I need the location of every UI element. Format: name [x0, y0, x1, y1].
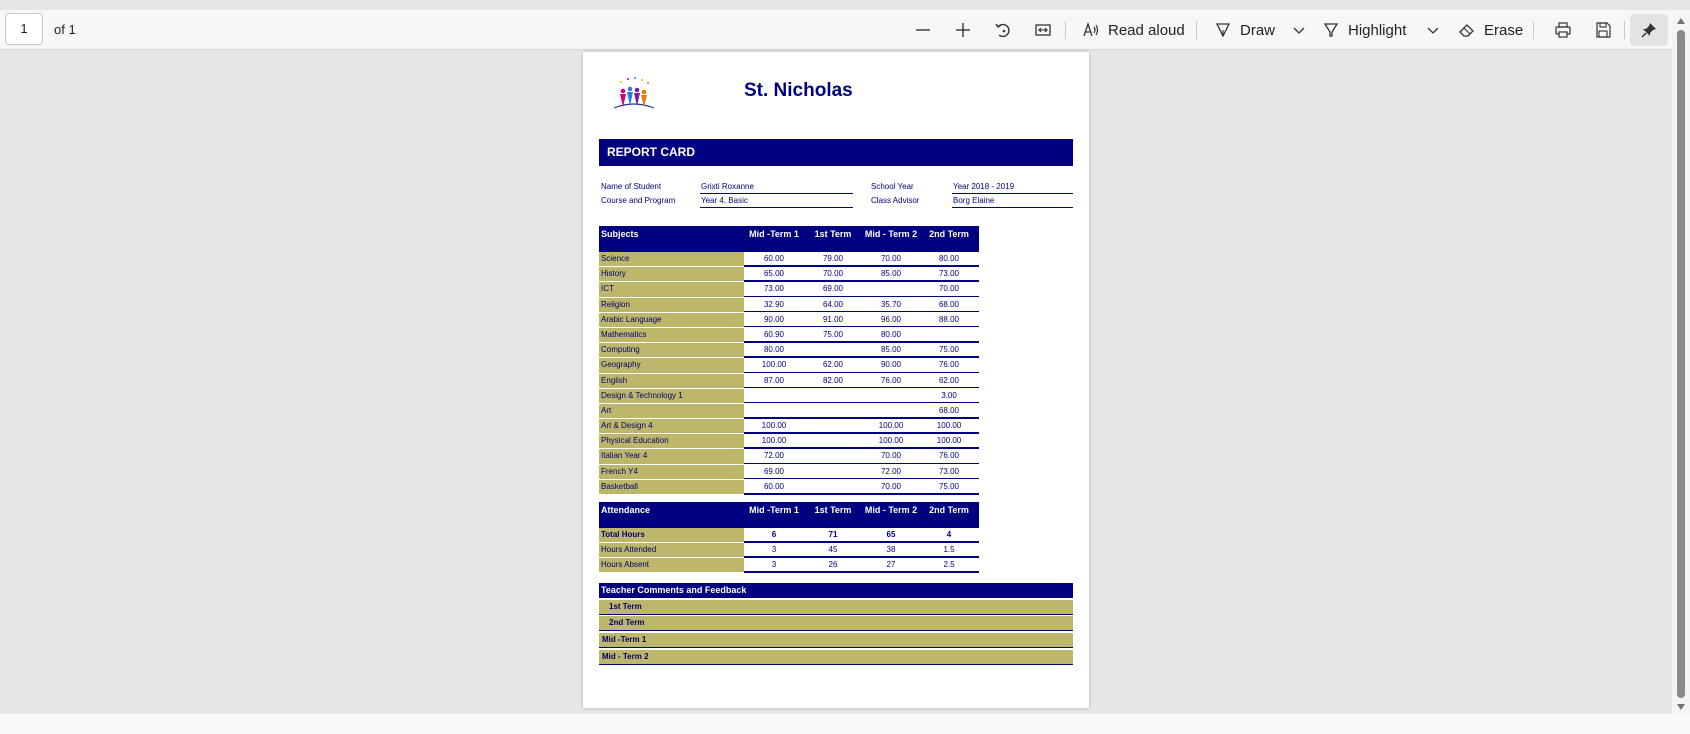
name-value: Grixti Roxanne	[701, 182, 754, 191]
fit-page-icon	[1034, 21, 1052, 39]
table-row	[599, 480, 979, 495]
read-aloud-label: Read aloud	[1108, 21, 1185, 39]
subject-rows	[599, 252, 979, 495]
table-cell: 70.00	[822, 269, 844, 279]
page-total-label: of 1	[54, 22, 76, 37]
chevron-down-icon	[1426, 23, 1440, 37]
table-row	[599, 282, 979, 297]
toolbar-separator	[1196, 21, 1197, 39]
table-cell: 76.00	[880, 375, 902, 385]
row-label: Hours Attended	[599, 543, 744, 557]
erase-button[interactable]	[1452, 14, 1529, 46]
table-row	[599, 558, 979, 573]
second-term-header: 2nd Term	[929, 505, 969, 515]
table-cell: 6	[771, 530, 777, 539]
table-cell: 100.00	[936, 436, 962, 446]
comment-row: 1st Term	[599, 600, 1073, 615]
save-icon	[1594, 21, 1612, 39]
table-row	[599, 374, 979, 389]
table-cell: 3	[771, 560, 777, 569]
row-label: History	[599, 267, 744, 281]
table-cell: 65	[886, 530, 896, 539]
comment-rows	[599, 600, 1073, 665]
row-label: Total Hours	[599, 528, 744, 542]
table-cell: 68.00	[938, 405, 960, 415]
table-cell: 26	[828, 560, 838, 569]
table-cell: 100.00	[878, 436, 904, 446]
table-cell: 100.00	[761, 436, 787, 446]
toolbar-separator	[1624, 21, 1625, 39]
advisor-value: Borg Elaine	[953, 196, 995, 205]
table-cell: 60.00	[763, 481, 785, 491]
mid-term-1-header: Mid -Term 1	[749, 505, 799, 515]
print-button[interactable]	[1548, 14, 1578, 46]
table-cell: 3	[771, 545, 777, 554]
draw-options-button[interactable]	[1286, 14, 1312, 46]
comment-row: 2nd Term	[599, 616, 1073, 631]
scroll-up-arrow[interactable]	[1677, 18, 1685, 24]
row-divider	[744, 571, 979, 573]
row-label: Computing	[599, 343, 744, 357]
attendance-header: Attendance	[601, 505, 651, 515]
advisor-underline	[952, 207, 1073, 208]
table-cell: 80.00	[938, 254, 960, 263]
table-cell: 69.00	[763, 466, 785, 476]
first-term-header: 1st Term	[814, 505, 852, 515]
table-row	[599, 343, 979, 358]
status-band	[0, 714, 1690, 734]
table-cell: 1.5	[943, 545, 955, 554]
table-cell: 75.00	[938, 481, 960, 491]
chevron-down-icon	[1292, 23, 1306, 37]
table-cell: 60.90	[763, 329, 785, 339]
first-term-header: 1st Term	[814, 229, 852, 239]
toolbar-separator	[1065, 21, 1066, 39]
table-row	[599, 252, 979, 267]
table-cell: 100.00	[936, 421, 962, 431]
row-label: Religion	[599, 298, 744, 312]
table-cell: 65.00	[763, 269, 785, 279]
teacher-comments	[599, 583, 1073, 665]
table-cell: 96.00	[880, 314, 902, 324]
table-cell: 100.00	[878, 421, 904, 431]
course-value: Year 4, Basic	[701, 196, 748, 205]
row-label: English	[599, 374, 744, 388]
read-aloud-button[interactable]	[1076, 14, 1191, 46]
row-divider	[744, 493, 979, 495]
row-label: Basketball	[599, 480, 744, 494]
fit-page-button[interactable]	[1028, 14, 1058, 46]
course-label: Course and Program	[601, 196, 676, 205]
table-cell: 69.00	[822, 284, 844, 294]
print-icon	[1554, 21, 1572, 39]
attendance-rows	[599, 528, 979, 573]
row-label: Physical Education	[599, 434, 744, 448]
pin-toolbar-button[interactable]	[1630, 14, 1668, 46]
read-aloud-icon	[1082, 21, 1100, 39]
table-cell: 70.00	[938, 284, 960, 294]
erase-icon	[1458, 21, 1476, 39]
table-row	[599, 465, 979, 480]
row-label: Geography	[599, 358, 744, 372]
table-cell: 80.00	[880, 329, 902, 339]
name-underline	[700, 193, 853, 194]
table-cell: 79.00	[822, 254, 844, 263]
table-cell: 60.00	[763, 254, 785, 263]
table-cell: 85.00	[880, 269, 902, 279]
table-cell: 100.00	[761, 421, 787, 431]
table-cell: 45	[828, 545, 838, 554]
attendance-table	[599, 502, 979, 573]
table-cell: 88.00	[938, 314, 960, 324]
highlight-icon	[1322, 21, 1340, 39]
table-cell: 72.00	[880, 466, 902, 476]
page-number-input[interactable]: 1	[5, 13, 43, 45]
subjects-header: Subjects	[601, 229, 639, 239]
second-term-header: 2nd Term	[929, 229, 969, 239]
advisor-label: Class Advisor	[871, 196, 920, 205]
scroll-thumb[interactable]	[1677, 30, 1685, 698]
row-label: ICT	[599, 282, 744, 296]
table-cell: 76.00	[938, 360, 960, 370]
table-row	[599, 389, 979, 404]
highlight-label: Highlight	[1348, 21, 1407, 39]
highlight-button[interactable]	[1316, 14, 1412, 46]
name-label: Name of Student	[601, 182, 662, 191]
subjects-table	[599, 226, 979, 495]
highlight-options-button[interactable]	[1420, 14, 1446, 46]
table-cell: 82.00	[822, 375, 844, 385]
row-label: Art	[599, 404, 744, 418]
table-cell: 80.00	[763, 345, 785, 355]
minus-icon	[914, 21, 932, 39]
report-card-title: REPORT CARD	[599, 139, 1073, 166]
course-underline	[700, 207, 853, 208]
table-cell: 38	[886, 545, 896, 554]
table-cell: 73.00	[938, 466, 960, 476]
table-cell: 68.00	[938, 299, 960, 309]
school-year-label: School Year	[871, 182, 914, 191]
scroll-down-arrow[interactable]	[1677, 704, 1685, 710]
table-cell: 62.00	[938, 375, 960, 385]
table-row	[599, 267, 979, 282]
plus-icon	[954, 21, 972, 39]
pdf-page	[583, 52, 1089, 708]
row-label: Italian Year 4	[599, 449, 744, 463]
school-year-underline	[952, 193, 1073, 194]
row-label: Science	[599, 252, 744, 266]
save-button[interactable]	[1588, 14, 1618, 46]
table-row	[599, 298, 979, 313]
table-cell: 70.00	[880, 481, 902, 491]
row-label: Mathematics	[599, 328, 744, 342]
school-logo	[612, 74, 656, 114]
table-cell: 70.00	[880, 451, 902, 461]
vertical-scrollbar[interactable]	[1672, 10, 1690, 714]
draw-label: Draw	[1240, 21, 1276, 39]
table-cell: 32.90	[763, 299, 785, 309]
table-row	[599, 419, 979, 434]
zoom-out-button[interactable]	[908, 14, 938, 46]
table-cell: 87.00	[763, 375, 785, 385]
mid-term-2-header: Mid - Term 2	[864, 505, 918, 515]
table-cell: 91.00	[822, 314, 844, 324]
row-label: Art & Design 4	[599, 419, 744, 433]
table-cell: 90.00	[763, 314, 785, 324]
draw-button[interactable]	[1208, 14, 1281, 46]
school-name: St. Nicholas	[744, 80, 853, 101]
table-cell: 90.00	[880, 360, 902, 370]
table-cell: 73.00	[763, 284, 785, 294]
school-year-value: Year 2018 - 2019	[953, 182, 1015, 191]
row-label: Design & Technology 1	[599, 389, 744, 403]
table-row	[599, 404, 979, 419]
rotate-button[interactable]	[988, 14, 1018, 46]
table-row	[599, 313, 979, 328]
table-cell: 35.70	[880, 299, 902, 309]
mid-term-2-header: Mid - Term 2	[864, 229, 918, 239]
table-cell: 64.00	[822, 299, 844, 309]
table-cell: 3.00	[941, 390, 957, 400]
comment-row: Mid - Term 2	[599, 650, 1073, 665]
table-cell: 72.00	[763, 451, 785, 461]
comments-title: Teacher Comments and Feedback	[599, 583, 1073, 598]
comment-row: Mid -Term 1	[599, 633, 1073, 648]
table-row	[599, 528, 979, 543]
erase-label: Erase	[1484, 21, 1524, 39]
table-cell: 75.00	[938, 345, 960, 355]
table-cell: 62.00	[822, 360, 844, 370]
table-cell: 4	[946, 530, 952, 539]
table-cell: 71	[828, 530, 838, 539]
table-cell: 70.00	[880, 254, 902, 263]
draw-icon	[1214, 21, 1232, 39]
table-cell: 85.00	[880, 345, 902, 355]
attendance-table-header	[599, 502, 979, 528]
subjects-table-header	[599, 226, 979, 252]
table-cell: 73.00	[938, 269, 960, 279]
rotate-icon	[994, 21, 1012, 39]
table-cell: 76.00	[938, 451, 960, 461]
table-cell: 2.5	[943, 560, 955, 569]
table-row	[599, 328, 979, 343]
row-label: French Y4	[599, 465, 744, 479]
pdf-toolbar	[0, 10, 1672, 50]
zoom-in-button[interactable]	[948, 14, 978, 46]
toolbar-separator	[1533, 21, 1534, 39]
pin-icon	[1640, 21, 1658, 39]
table-row	[599, 358, 979, 373]
row-label: Hours Absent	[599, 558, 744, 572]
row-label: Arabic Language	[599, 313, 744, 327]
table-cell: 100.00	[761, 360, 787, 370]
table-row	[599, 449, 979, 464]
table-cell: 27	[886, 560, 896, 569]
table-cell: 75.00	[822, 329, 844, 339]
table-row	[599, 543, 979, 558]
mid-term-1-header: Mid -Term 1	[749, 229, 799, 239]
table-row	[599, 434, 979, 449]
